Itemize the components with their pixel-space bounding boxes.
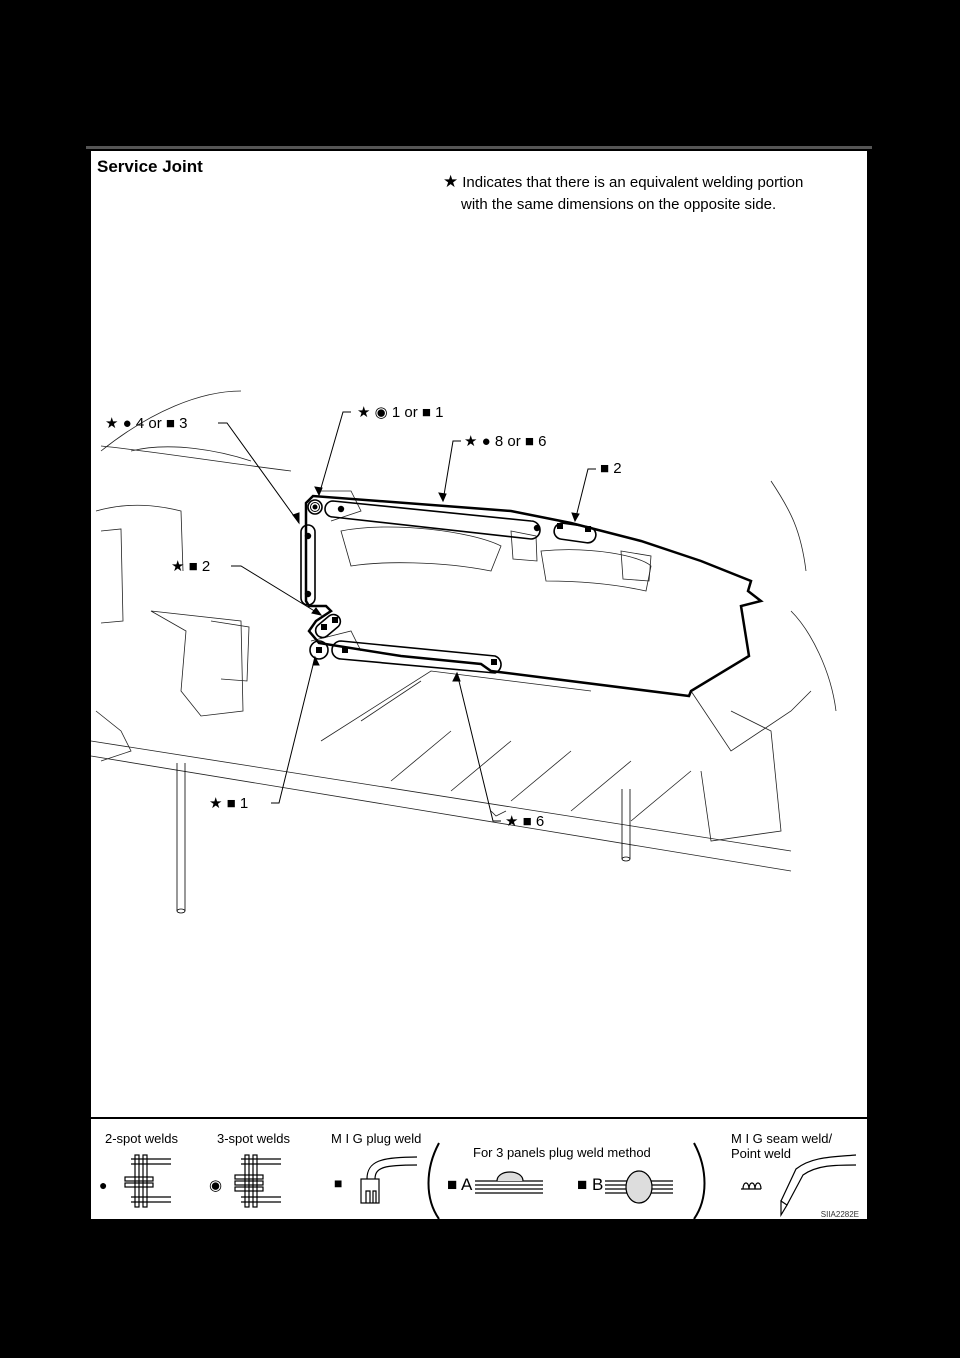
callout-6-plug-star: ★ ■ 6 [505, 813, 545, 830]
callout-8-spot-or-6-plug: ★ ● 8 or ■ 6 [464, 433, 547, 450]
legend-3-panels-label: For 3 panels plug weld method [473, 1145, 651, 1160]
plug-weld-a-icon [475, 1172, 543, 1193]
plug-weld-b-icon [605, 1171, 673, 1203]
legend-mig-plug-label: M I G plug weld [331, 1131, 422, 1146]
spot-weld-symbol: ● [99, 1177, 108, 1193]
page-title: Service Joint [97, 157, 203, 176]
leader-lines [218, 412, 596, 821]
plug-weld-a-symbol: ■ A [447, 1175, 473, 1194]
legend-mig-seam-line1: M I G seam weld/ [731, 1131, 833, 1146]
two-spot-weld-icon [125, 1155, 171, 1207]
seam-weld-icon [741, 1155, 856, 1215]
weld-symbol-legend [91, 1117, 867, 1223]
figure-code: SIIA2282E [820, 1210, 859, 1219]
rear-panel-diagram [91, 151, 871, 1223]
service-joint-panel [89, 149, 869, 1221]
three-spot-weld-icon [235, 1155, 281, 1207]
legend-mig-seam-line2: Point weld [731, 1146, 791, 1161]
legend-icons [91, 1119, 867, 1223]
plug-weld-b-symbol: ■ B [577, 1175, 604, 1194]
open-paren-icon [429, 1143, 440, 1219]
callout-2-plug-star: ★ ■ 2 [171, 558, 211, 575]
note-line-2: with the same dimensions on the opposite side. [461, 196, 777, 213]
plug-weld-symbol: ■ [334, 1175, 343, 1191]
legend-3-spot-label: 3-spot welds [217, 1131, 290, 1146]
callout-2-plug-top: ■ 2 [600, 460, 622, 477]
mig-plug-torch-icon [361, 1157, 417, 1203]
legend-2-spot-label: 2-spot welds [105, 1131, 178, 1146]
close-paren-icon [694, 1143, 705, 1219]
callout-4-spot-or-3-plug: ★ ● 4 or ■ 3 [105, 415, 188, 432]
callout-1-plug-star: ★ ■ 1 [209, 795, 249, 812]
callout-1-3spot-or-1-plug: ★ ◉ 1 or ■ 1 [357, 404, 444, 421]
note-line-1: Indicates that there is an equivalent welding portion [462, 174, 804, 191]
support-posts [177, 763, 630, 913]
rear-panel-outline [306, 496, 761, 696]
star-icon: ★ [443, 172, 459, 191]
body-structure-lines [91, 391, 836, 871]
three-spot-weld-symbol: ◉ [209, 1177, 223, 1194]
